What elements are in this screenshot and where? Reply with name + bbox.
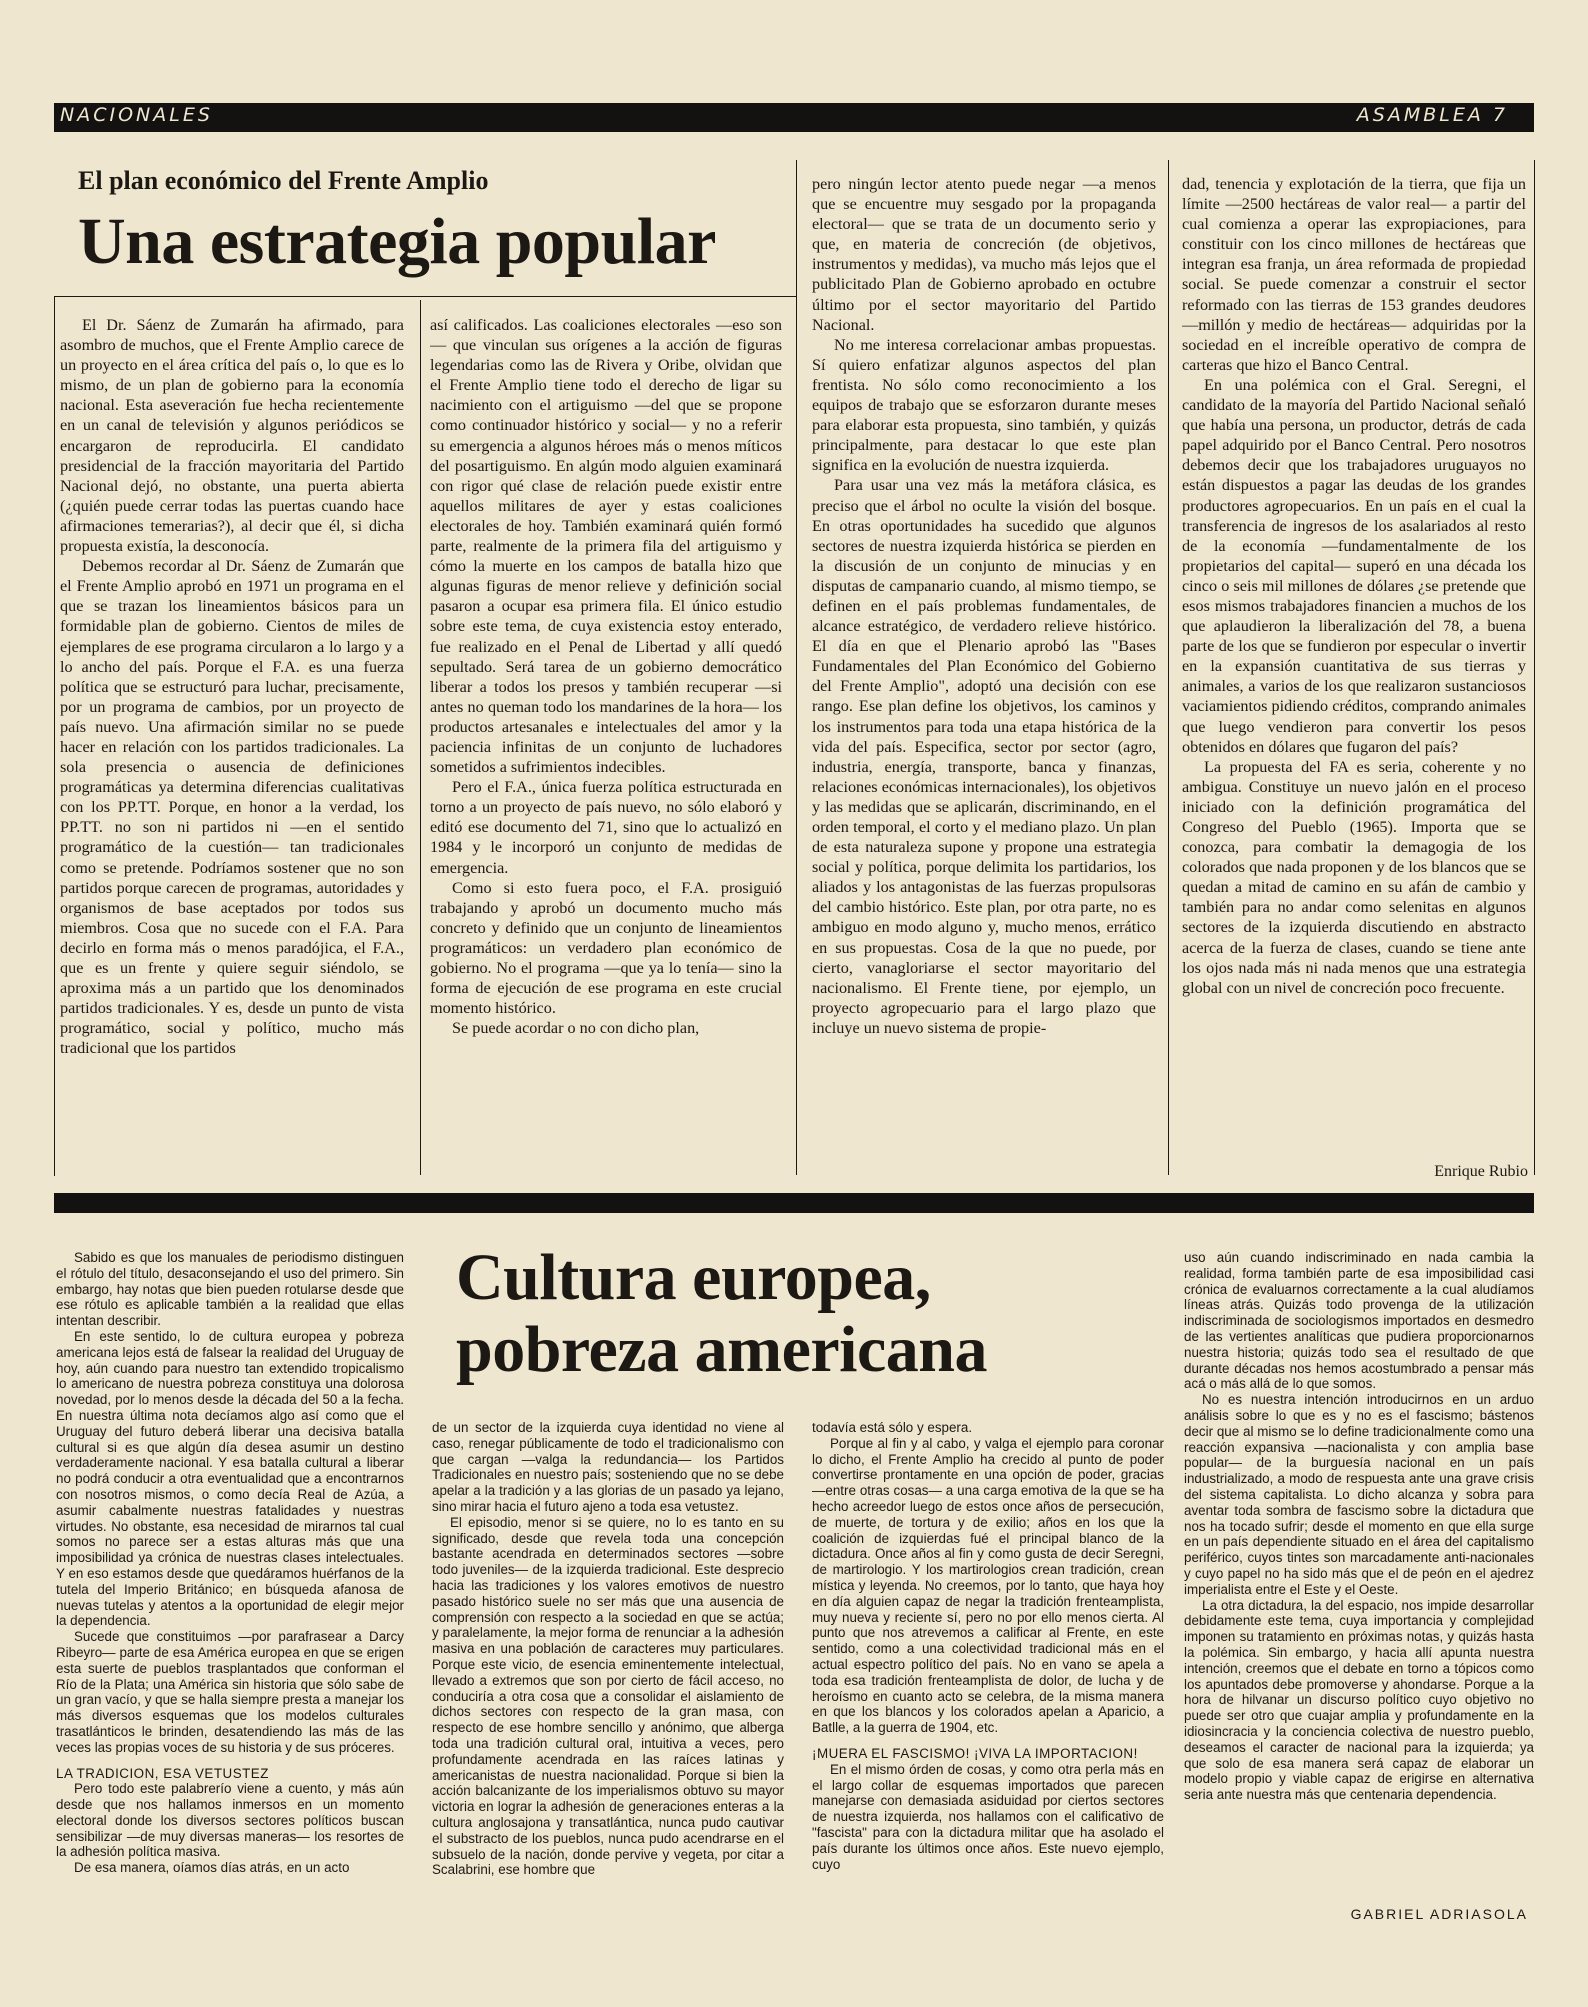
paragraph: En el mismo órden de cosas, y como otra perla más en el largo collar de esquemas importados que parecen manejarse con demasiada asiduidad por ciertos sectores de nuestra izquierda, nos hallamos con el calificativo de "fascista" para con la dictadura militar que ha asolado el país durante los últimos once años. Este nuevo ejemplo, cuyo <box>812 1761 1164 1872</box>
article2-title <box>456 1242 987 1386</box>
paragraph: de un sector de la izquierda cuya identidad no viene al caso, renegar públicamente de todo el tradicionalismo con que cargan —valga la redundancia— los Partidos Tradicionales en nuestro país; sosteniendo que no se debe apelar a la tradición y a las glorias de un pasado ya lejano, sino mirar hacia el futuro ajeno a toda esa vetustez. <box>432 1420 784 1514</box>
article2-author: GABRIEL ADRIASOLA <box>1350 1906 1528 1922</box>
section-name: NACIONALES <box>60 104 213 126</box>
paragraph: Sabido es que los manuales de periodismo distinguen el rótulo del título, desaconsejando el uso del primero. Sin embargo, hay notas que bien pueden rotularse desde que ese rótulo es aplicable también a la realidad que ellas intentan describir. <box>56 1250 404 1329</box>
article1-title: Una estrategia popular <box>78 205 716 278</box>
paragraph: En una polémica con el Gral. Seregni, el candidato de la mayoría del Partido Nacional señaló que había una persona, un productor, detrás de cada papel adquirido por el Banco Central. Pero nosotros debemos decir que los trabajadores uruguayos no están dispuestos a pagar las deudas de los grandes productores agropecuarios. En un país en el cual la transferencia de ingresos de los asalariados al resto de la economía —fundamentalmente de los propietarios del capital— superó en una década los cinco o seis mil millones de dólares ¿se pretende que esos mismos trabajadores financien a muchos de los que aplaudieron la liberalización del 78, a buena parte de los que se fundieron por especular o invertir en la expansión cuantitativa de sus tierras y animales, a varios de los que realizaron sustanciosos vaciamientos pidiendo créditos, comprando animales que luego vendieron para convertir los pesos obtenidos en dólares que fugaron del país? <box>1182 375 1526 756</box>
paragraph: De esa manera, oíamos días atrás, en un acto <box>74 1860 350 1876</box>
article1-kicker: El plan económico del Frente Amplio <box>78 166 489 195</box>
section-header-band <box>54 103 1534 132</box>
article1-box-top-rule <box>54 296 796 297</box>
paragraph: Debemos recordar al Dr. Sáenz de Zumarán que el Frente Amplio aprobó en 1971 un programa en el que se trazan los lineamientos básicos para un formidable plan de gobierno. Cientos de miles de ejemplares de ese programa circularon a lo largo y a lo ancho del país. Porque el F.A. es una fuerza política que se estructuró para luchar, precisamente, por un programa de cambios, por un proyecto de país nuevo. Una afirmación similar no se puede hacer en relación con los partidos tradicionales. La sola presencia o ausencia de definiciones programáticas ya determina diferencias cualitativas con los PP.TT. Porque, en honor a la verdad, los PP.TT. no son ni partidos ni —en el sentido programático de la cuestión— tan tradicionales como se pretende. Podríamos sostener que no son partidos porque carecen de programas, autoridades y organismos de base aceptados por todos sus miembros. Cosa que no sucede con el F.A. Para decirlo en forma más o menos paradójica, el F.A., que es un frente y quiere seguir siéndolo, se aproxima más a un partido que los denominados partidos tradicionales. Y es, desde un punto de vista programático, social y político, mucho más tradicional que los partidos <box>60 557 404 1058</box>
paragraph: El Dr. Sáenz de Zumarán ha afirmado, para asombro de muchos, que el Frente Amplio carece de un proyecto en el área crítica del país o, lo que es lo mismo, de un plan de gobierno para la economía nacional. Esta aseveración fue hecha recientemente en un canal de televisión y algunos periódicos se encargaron de reproducirla. El candidato presidencial de la fracción mayoritaria del Partido Nacional dejó, no obstante, una puerta abierta (¿quién puede cerrar todas las puertas cuando hace afirmaciones temerarias?), al decir que él, si dicha propuesta existía, la desconocía. <box>60 316 404 556</box>
paragraph: Pero el F.A., única fuerza política estructurada en torno a un proyecto de país nuevo, no sólo elaboró y editó ese documento del 71, sino que lo actualizó en 1984 y le incorporó un conjunto de medidas de emergencia. <box>430 778 782 877</box>
article1-right-rule <box>1534 160 1535 1175</box>
article2-column-1 <box>56 1250 404 1956</box>
article2-column-4 <box>1184 1250 1534 1898</box>
paragraph: No es nuestra intención introducirnos en un arduo análisis sobre lo que es y no es el fascismo; bástenos decir que al mismo se lo define tradicionalmente como una reacción expansiva —nacionalista y con amplia base popular— de la burguesía nacional en un país industrializado, a modo de respuesta ante una grave crisis del sistema capitalista. Lo dicho alcanza y sobra para aventar toda sombra de fascismo sobre la dictadura que nos ha tocado sufrir; desde el momento en que ella surge en un país dependiente situado en el área del capitalismo periférico, cuyos tintes son marcadamente anti-nacionales y cuyo papel no ha sido más que el de peón en el ajedrez imperialista entre el Este y el Oeste. <box>1184 1392 1534 1597</box>
article2-column-3 <box>812 1420 1164 1956</box>
article2-title-line-1: Cultura europea, <box>456 1241 931 1314</box>
paragraph: pero ningún lector atento puede negar —a menos que se encuentre muy sesgado por la propaganda electoral— que se trata de un documento serio y que, en materia de concreción (de objetivos, instrumentos y medidas), va mucho más lejos que el publicitado Plan de Gobierno aprobado en octubre último por el sector mayoritario del Partido Nacional. <box>812 175 1156 334</box>
article1-column-3 <box>812 174 1156 1176</box>
paragraph: dad, tenencia y explotación de la tierra, que fija un límite —2500 hectáreas de valor real— a partir del cual comienza a operar las expropiaciones, para constituir con los cinco millones de hectáreas que integran esa franja, un área reformada de propiedad social. Se puede comenzar a construir el sector reformado con las tierras de 153 grandes deudores —millón y medio de hectáreas— adquiridas por la sociedad en el increíble operativo de compra de carteras que hizo el Banco Central. <box>1182 175 1526 374</box>
paragraph: Sucede que constituimos —por parafrasear a Darcy Ribeyro— parte de esa América europea en que se erigen esta suerte de pueblos trasplantados que conforman el Río de la Plata; una América sin historia que sólo sabe de un gran vacío, y que se halla siempre presta a manejar los más diversos esquemas que los modelos culturales trasatlánticos le brinden, desatendiendo las más de las veces las propias voces de su historia y de sus próceres. <box>56 1629 404 1755</box>
column-rule <box>796 160 797 1175</box>
paragraph: Pero todo este palabrerío viene a cuento, y más aún desde que nos hallamos inmersos en un momento electoral donde los diversos sectores políticos buscan sensibilizar —de muy diversas maneras— los resortes de la adhesión política masiva. <box>56 1781 404 1860</box>
paragraph: Porque al fin y al cabo, y valga el ejemplo para coronar lo dicho, el Frente Amplio ha crecido al punto de poder convertirse prontamente en una opción de poder, gracias —entre otras cosas— a una carga emotiva de la que se ha hecho acreedor luego de estos once años de persecución, de muerte, de tortura y de exilio; años en los que la coalición de izquierdas fué el principal blanco de la dictadura. Once años al fin y como gusta de decir Seregni, de martirologio. Y los martirologios crean tradición, crean mística y leyenda. No creemos, por lo tanto, que haya hoy en día alguien capaz de negar la tradición frenteamplista, muy nueva y reciente sí, pero no por ello menos cierta. Al punto que nos atrevemos a calificar al Frente, en este sentido, como a una colectividad tradicional más en el actual espectro político del país. No en vano se apela a toda esa tradición frenteamplista de dolor, de lucha y de heroísmo en cuanto acto se celebra, de la misma manera en que los blancos y los colorados apelan a Aparicio, a Batlle, a la guerra de 1904, etc. <box>812 1435 1164 1736</box>
article2-column-2 <box>432 1420 784 1956</box>
paragraph: Para usar una vez más la metáfora clásica, es preciso que el árbol no oculte la visión del bosque. En otras oportunidades ha sucedido que algunos sectores de nuestra izquierda histórica se pierden en la discusión de un conjunto de minucias y en disputas de campanario cuando, al mismo tiempo, se definen en el país problemas fundamentales, de alcance estratégico, de verdadero relieve histórico. El día en que el Plenario aprobó las "Bases Fundamentales del Plan Económico del Gobierno del Frente Amplio", adoptó una decisión con ese rango. Ese plan define los objetivos, los caminos y los instrumentos para toda una etapa histórica de la vida del país. Especifica, sector por sector (agro, industria, energía, transporte, banca y finanzas, relaciones económicas internacionales), los objetivos y las medidas que se aplicarán, discriminando, en el orden temporal, el corto y el mediano plazo. Un plan de esta naturaleza supone y propone una estrategia social y política, porque delimita los partidarios, los aliados y los antagonistas de las fuerzas propulsoras del cambio histórico. Este plan, por otra parte, no es ambiguo en modo alguno y, mucho menos, errático en sus propuestas. Cosa de la que no puede, por cierto, vanagloriarse el sector mayoritario del nacionalismo. El Frente tiene, por ejemplo, un proyecto agropecuario para el largo plazo que incluye un nuevo sistema de propie- <box>812 476 1156 1037</box>
subheading: LA TRADICION, ESA VETUSTEZ <box>56 1765 269 1781</box>
article1-author: Enrique Rubio <box>1434 1163 1528 1180</box>
column-rule <box>420 300 421 1175</box>
article1-column-4 <box>1182 174 1526 1164</box>
paragraph: uso aún cuando indiscriminado en nada cambia la realidad, forma también parte de esa imposibilidad casi crónica de evaluarnos correctamente a la cual aludíamos líneas atrás. Quizás todo provenga de la utilización indiscriminada de sociologismos importados en desmedro de las vertientes analíticas que pudiera proporcionarnos nuestra historia; quizás todo sea el resultado de que durante décadas nos hemos acostumbrado a pensar más acá o más allá de lo que somos. <box>1184 1250 1534 1392</box>
page-label: ASAMBLEA 7 <box>1356 104 1508 126</box>
paragraph: todavía está sólo y espera. <box>812 1420 973 1435</box>
paragraph: La otra dictadura, la del espacio, nos impide desarrollar debidamente este tema, cuya importancia y complejidad imponen su tratamiento en próximas notas, y quizás hasta la polémica. Sin embargo, y hacia allí apunta nuestra intención, creemos que el debate en torno a tópicos como los apuntados debe promoverse y ahondarse. Porque a la hora de hilvanar un discurso político cuyo objetivo no puede ser otro que cuajar amplia y profundamente en la idiosincracia y la conciencia colectiva de nuestro pueblo, deseamos el caracter de nacional para la izquierda; ya que solo de esa manera será capaz de elaborar un modelo propio y viable capaz de erigirse en alternativa seria ante nuestra más que centenaria dependencia. <box>1184 1597 1534 1803</box>
article2-title-line-2: pobreza americana <box>456 1313 988 1386</box>
paragraph: No me interesa correlacionar ambas propuestas. Sí quiero enfatizar algunos aspectos del plan frentista. No sólo como reconocimiento a los equipos de trabajo que se esforzaron durante meses para elaborar esta propuesta, sino también, y quizás principalmente, para destacar lo que este plan significa en la evolución de nuestra izquierda. <box>812 335 1156 475</box>
divider-band <box>54 1193 1534 1213</box>
paragraph: La propuesta del FA es seria, coherente y no ambigua. Constituye un nuevo jalón en el proceso iniciado con la definición programática del Congreso del Pueblo (1965). Importa que se conozca, para combatir la demagogia de los colorados que nada proponen y de los blancos que se quedan a mitad de camino en su afán de cambio y también para no andar como selenitas en algunos sectores de la izquierda discutiendo en abstracto acerca de la fuerza de clases, cuando se tiene ante los ojos nada más ni nada menos que una estrategia global con un nivel de concreción poco frecuente. <box>1182 757 1526 997</box>
column-rule <box>1168 160 1169 1175</box>
article1-left-rule <box>54 296 55 1176</box>
paragraph: así calificados. Las coaliciones electorales —eso son— que vinculan sus orígenes a la acción de figuras legendarias como las de Rivera y Oribe, olvidan que el Frente Amplio tiene todo el derecho de ligar su nacimiento con el artiguismo —del que se propone como continuador histórico y social— y no a referir su emergencia a algunos héroes más o menos míticos del posartiguismo. En algún modo alguien examinará con rigor qué clase de relación puede existir entre aquellos militares de ayer y estas coaliciones electorales de hoy. También examinará quién formó parte, realmente de la primera fila del artiguismo y cómo la muerte en los campos de batalla hizo que algunas figuras de menor relieve y definición social pasaron a ocupar esa primera fila. El único estudio sobre este tema, de cuya existencia estoy enterado, fue realizado en el Penal de Libertad y allí quedó sepultado. Será tarea de un gobierno democrático liberar a todos los presos y también recuperar —si antes no queman todo los mandarines de la hora— los productos artesanales e intelectuales del amor y la paciencia infinitas de un conjunto de luchadores sometidos a sufrimientos indecibles. <box>430 316 782 777</box>
article1-column-1 <box>60 315 404 1175</box>
paragraph: Se puede acordar o no con dicho plan, <box>452 1019 700 1038</box>
article1-column-2 <box>430 315 782 1175</box>
paragraph: El episodio, menor si se quiere, no lo es tanto en su significado, desde que revela toda una concepción bastante acendrada en determinados sectores —sobre todo juveniles— de la izquierda tradicional. Este desprecio hacia las tradiciones y los valores emotivos de nuestro pasado histórico suele no ser más que una ausencia de comprensión con respecto a la sociedad en que se actúa; y paralelamente, la mejor forma de renunciar a la adhesión masiva en una población de caracteres muy particulares. Porque este vicio, de esencia eminentemente intelectual, llevado a extremos que son por cierto de fácil acceso, no conduciría a otra cosa que a consolidar el aislamiento de dichos sectores con respecto de la gran masa, con respecto de ese hombre sencillo y anónimo, que alberga toda una tradición cultural oral, intuitiva a veces, pero profundamente acendrada en las raíces latinas y americanistas de nuestra nacionalidad. Porque si bien la acción balcanizante de los imperialismos obtuvo su mayor victoria en lograr la adhesión de generaciones enteras a la cultura anglosajona y transatlántica, nunca pudo cautivar el substracto de los pueblos, nunca pudo acendrarse en el subsuelo de la nación, donde pervive y vegeta, por citar a Scalabrini, ese hombre que <box>432 1514 784 1878</box>
subheading: ¡MUERA EL FASCISMO! ¡VIVA LA IMPORTACION! <box>812 1745 1138 1761</box>
paragraph: En este sentido, lo de cultura europea y pobreza americana lejos está de falsear la realidad del Uruguay de hoy, aún cuando para nuestro tan extendido tropicalismo lo americano de nuestra pobreza constituya una dolorosa novedad, por lo menos desde la década del 50 a la fecha. En nuestra última nota decíamos algo así como que el Uruguay del futuro deberá liberar una decisiva batalla cultural si es que algún día desea asumir un destino verdaderamente nacional. Y esa batalla cultural a liberar no podrá conducir a otra eventualidad que a encontrarnos con nosotros mismos, o como decía Real de Azúa, a asumir cabalmente nuestras fatalidades y nuestras virtudes. No obstante, esa necesidad de mirarnos tal cual somos no parece ser a estas alturas más que una imposibilidad ya crónica de nuestras clases intelectuales. Y en eso estamos desde que quedáramos huérfanos de la tutela del Imperio Británico; en búsqueda afanosa de nuevas tutelas y atentos a la oportunidad de elegir mejor la dependencia. <box>56 1328 404 1629</box>
paragraph: Como si esto fuera poco, el F.A. prosiguió trabajando y aprobó un documento mucho más concreto y definido que un conjunto de lineamientos programáticos: un verdadero plan económico de gobierno. No el programa —que ya lo tenía— sino la forma de ejecución de ese programa en este crucial momento histórico. <box>430 878 782 1018</box>
